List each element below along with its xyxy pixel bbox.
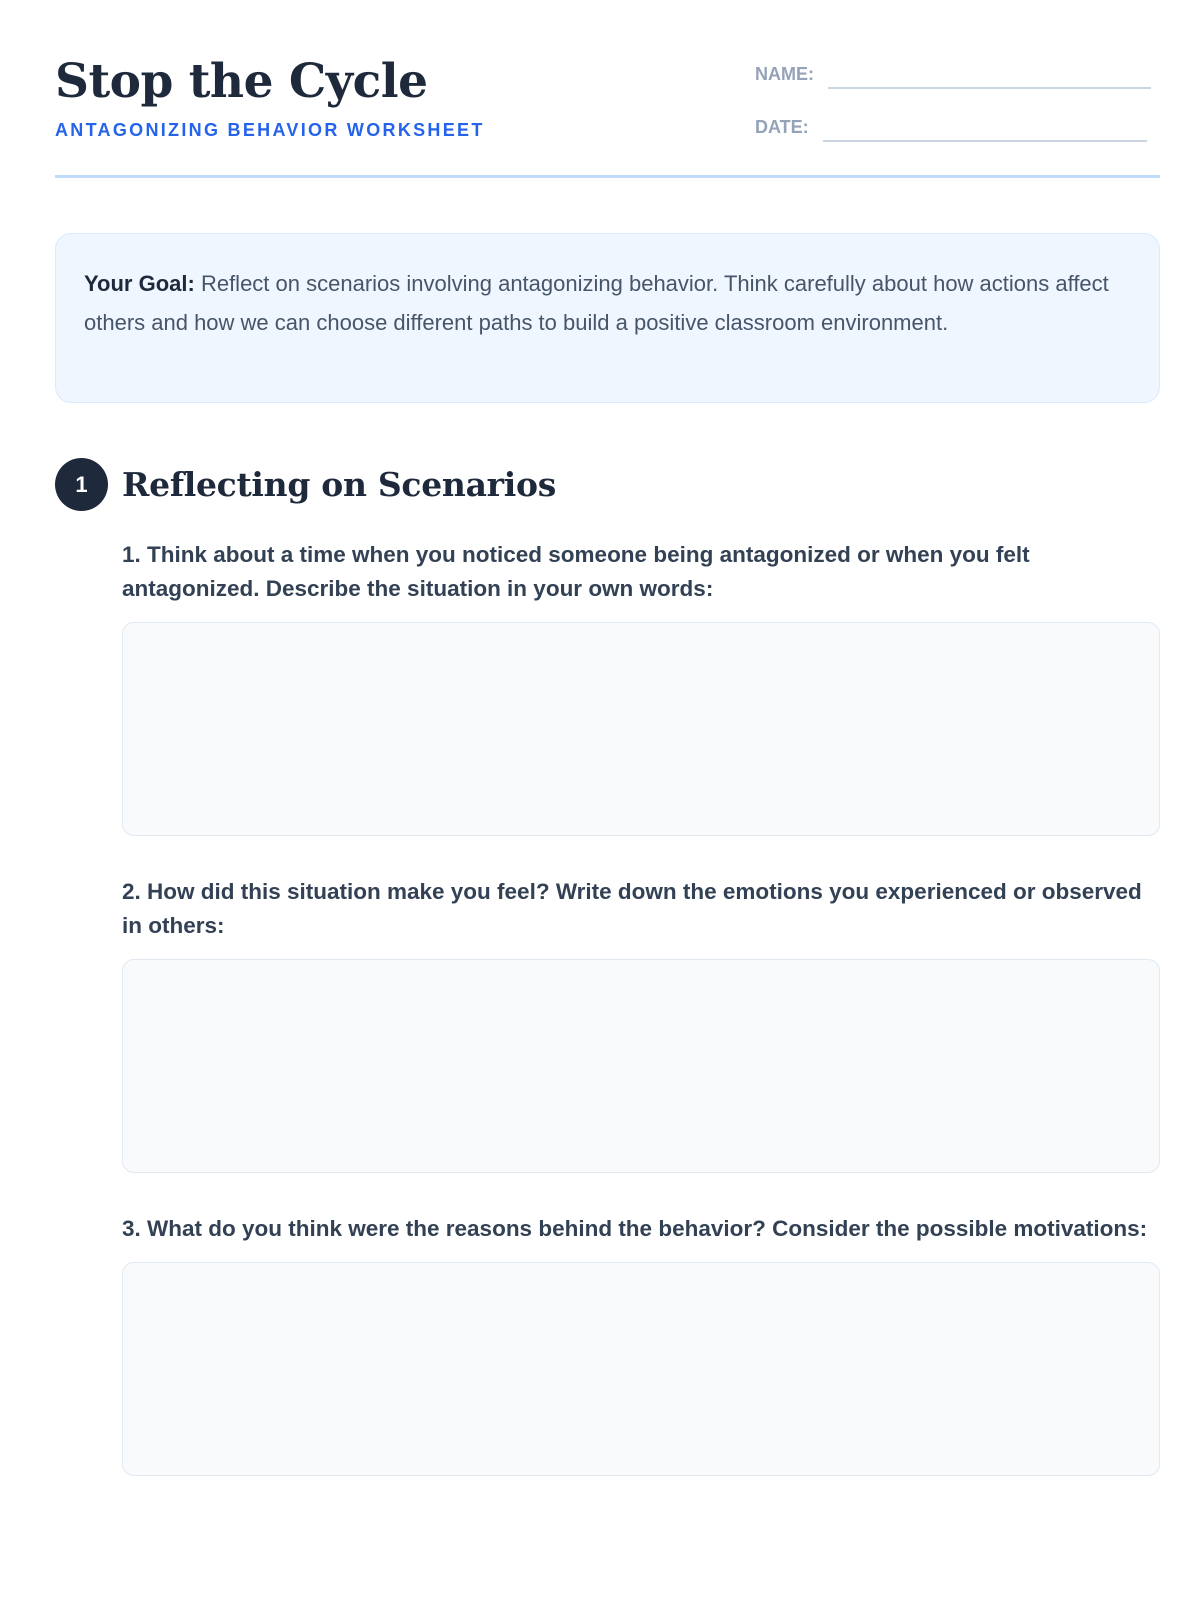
- question-prompt: 3. What do you think were the reasons behind the behavior? Consider the possible motivations:: [122, 1216, 1148, 1241]
- question-item: [122, 538, 1160, 836]
- page-title: Stop the Cycle: [55, 54, 428, 109]
- question-prompt: 2. How did this situation make you feel? Write down the emotions you experienced or observed in others:: [122, 879, 1142, 938]
- question-item: [122, 1212, 1160, 1476]
- date-field: [755, 118, 1147, 136]
- worksheet-page: [55, 0, 1160, 1241]
- page-subtitle: ANTAGONIZING BEHAVIOR WORKSHEET: [55, 120, 485, 140]
- answer-box[interactable]: [122, 1262, 1160, 1476]
- date-label: DATE:: [755, 117, 809, 137]
- section-title: Reflecting on Scenarios: [122, 465, 556, 504]
- name-label: NAME:: [755, 64, 814, 84]
- section-heading: [55, 458, 556, 511]
- goal-label: Your Goal:: [84, 271, 195, 296]
- answer-box[interactable]: [122, 959, 1160, 1173]
- section-number-badge: 1: [55, 458, 108, 511]
- question-item: [122, 875, 1160, 1173]
- goal-text: Reflect on scenarios involving antagonizing behavior. Think carefully about how actions affect others and how we can choose different paths to build a positive classroom environment.: [84, 271, 1109, 335]
- question-prompt: 1. Think about a time when you noticed someone being antagonized or when you felt antagonized. Describe the situation in your own words:: [122, 542, 1030, 601]
- name-field: [755, 65, 1151, 83]
- goal-callout: [55, 233, 1160, 403]
- name-input-line[interactable]: [828, 69, 1151, 89]
- date-input-line[interactable]: [823, 122, 1147, 142]
- worksheet-header: [55, 0, 1160, 178]
- answer-box[interactable]: [122, 622, 1160, 836]
